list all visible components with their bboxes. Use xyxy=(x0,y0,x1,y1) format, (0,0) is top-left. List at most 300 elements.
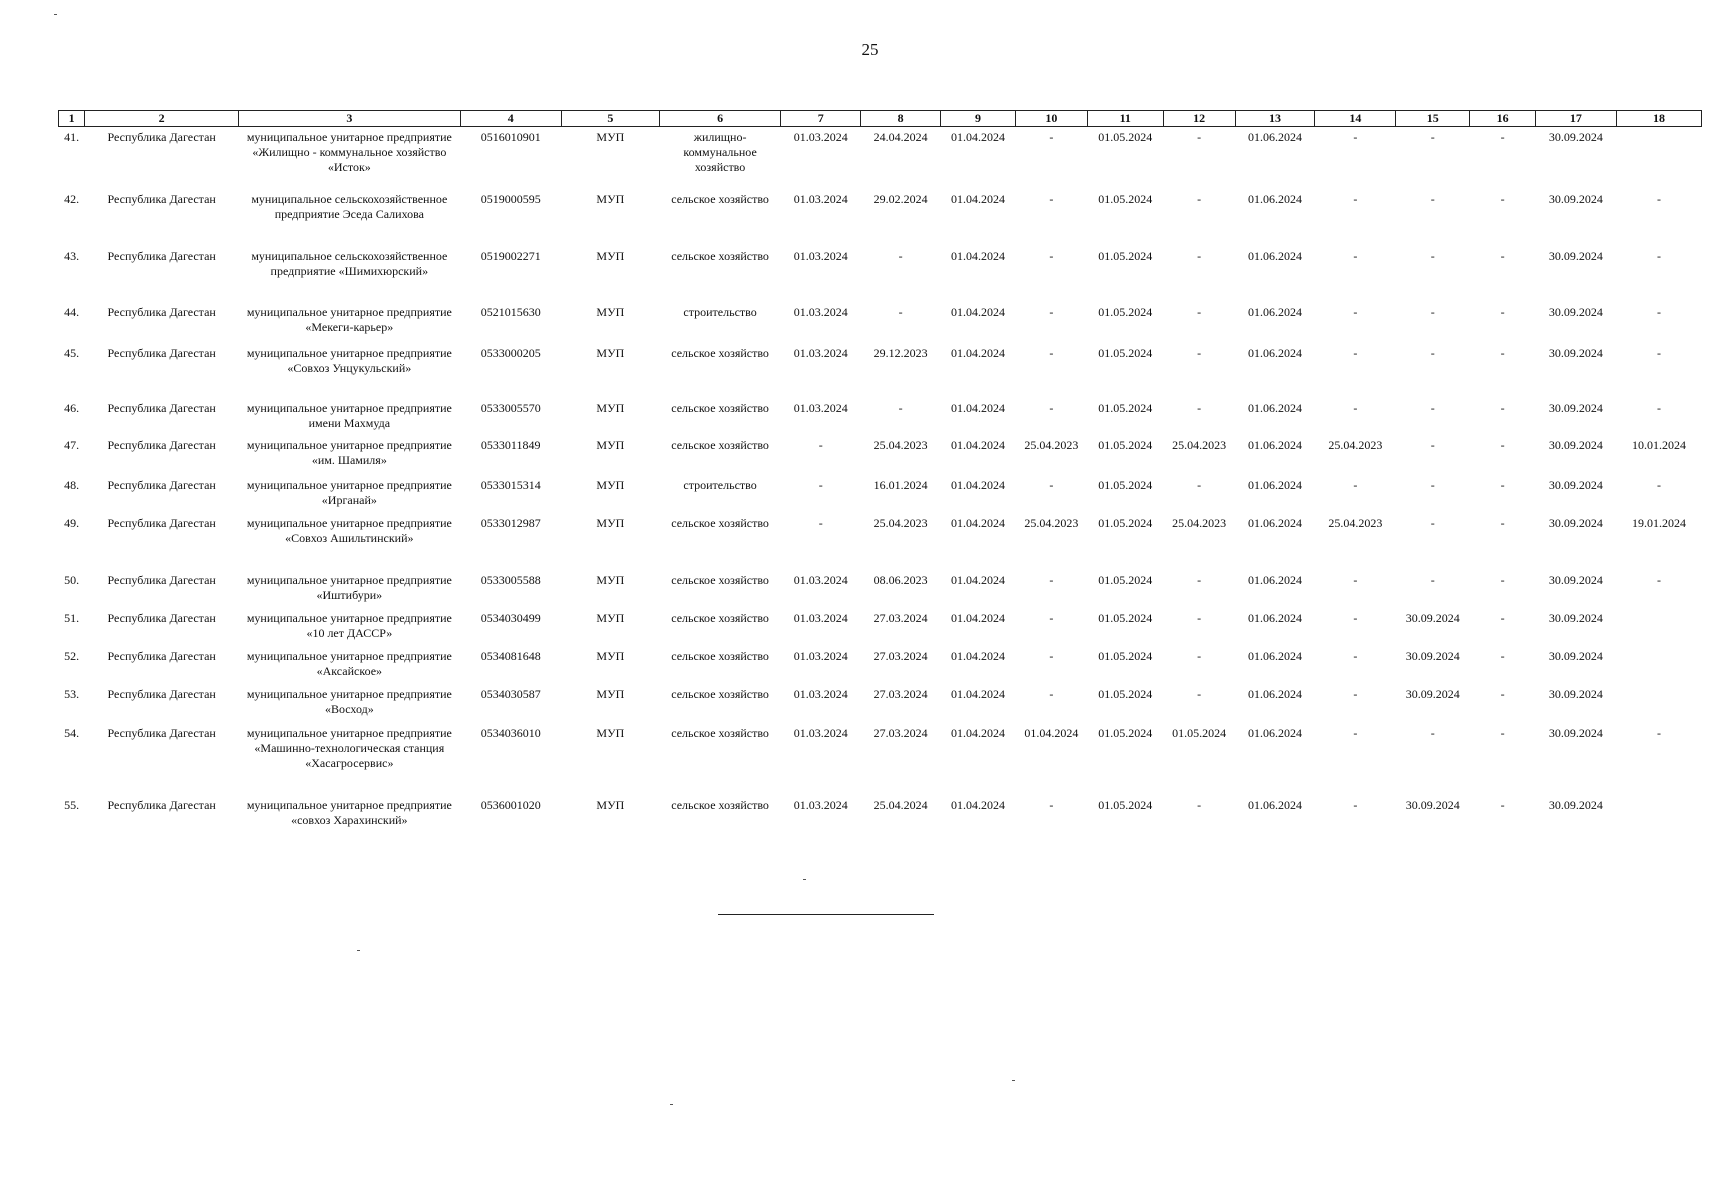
cell-name: муниципальное унитарное предприятие «Совхоз Унцукульский» xyxy=(246,345,452,375)
cell-c12: 01.05.2024 xyxy=(1172,725,1227,740)
cell-c13: 01.06.2024 xyxy=(1247,648,1302,663)
cell-name: муниципальное унитарное предприятие «Ирганай» xyxy=(246,477,452,507)
cell-name: муниципальное унитарное предприятие «Машинно-технологическая станция «Хасагросервис» xyxy=(246,725,452,770)
cell-c11: 01.05.2024 xyxy=(1098,191,1153,206)
cell-c14: - xyxy=(1353,130,1358,144)
cell-num: 45. xyxy=(64,345,80,360)
cell-c8: 24.04.2024 xyxy=(873,130,928,144)
cell-c13: 01.06.2024 xyxy=(1247,725,1302,740)
cell-form: МУП xyxy=(596,610,625,625)
table-row xyxy=(59,127,1702,189)
cell-c13: 01.06.2024 xyxy=(1247,797,1302,812)
cell-c16: - xyxy=(1500,515,1505,530)
cell-c11: 01.05.2024 xyxy=(1098,515,1153,530)
cell-c18 xyxy=(1616,608,1701,646)
cell-c9: 01.04.2024 xyxy=(951,477,1006,492)
column-header-4: 4 xyxy=(460,111,561,127)
cell-inn: 0519002271 xyxy=(480,248,541,263)
cell-c14: - xyxy=(1353,610,1358,625)
cell-c9: 01.04.2024 xyxy=(951,572,1006,587)
cell-c7: 01.03.2024 xyxy=(793,191,848,206)
cell-c16: - xyxy=(1500,610,1505,625)
cell-c8: 27.03.2024 xyxy=(873,686,928,701)
registry-table xyxy=(58,110,1702,841)
cell-c14: - xyxy=(1353,304,1358,319)
cell-num: 55. xyxy=(64,797,80,812)
cell-activity: сельское хозяйство xyxy=(671,797,769,812)
cell-num: 51. xyxy=(64,610,80,625)
cell-c10: - xyxy=(1049,248,1054,263)
cell-c15: - xyxy=(1430,515,1435,530)
cell-c18: - xyxy=(1656,725,1661,740)
cell-c10: - xyxy=(1049,797,1054,812)
cell-region: Республика Дагестан xyxy=(107,725,216,740)
cell-c18 xyxy=(1616,684,1701,723)
cell-region: Республика Дагестан xyxy=(107,610,216,625)
cell-c10: 25.04.2023 xyxy=(1024,437,1079,452)
column-header-13: 13 xyxy=(1235,111,1315,127)
table-row xyxy=(59,189,1702,246)
column-header-7: 7 xyxy=(781,111,861,127)
cell-c13: 01.06.2024 xyxy=(1247,572,1302,587)
table-row xyxy=(59,398,1702,435)
cell-c17: 30.09.2024 xyxy=(1548,572,1603,587)
cell-name: муниципальное унитарное предприятие «Иштибури» xyxy=(246,572,452,602)
scan-speck xyxy=(803,879,806,880)
cell-c14: - xyxy=(1353,248,1358,263)
cell-c11: 01.05.2024 xyxy=(1098,248,1153,263)
cell-c11: 01.05.2024 xyxy=(1098,130,1153,144)
cell-c8: 29.02.2024 xyxy=(873,191,928,206)
cell-c15: - xyxy=(1430,304,1435,319)
cell-num: 41. xyxy=(64,130,80,144)
cell-c12: - xyxy=(1197,477,1202,492)
table-row xyxy=(59,646,1702,684)
cell-c8: 27.03.2024 xyxy=(873,648,928,663)
cell-c14: - xyxy=(1353,686,1358,701)
cell-inn: 0534081648 xyxy=(480,648,541,663)
registry-table-container xyxy=(58,110,1702,841)
cell-c8: - xyxy=(898,248,903,263)
cell-c17: 30.09.2024 xyxy=(1548,345,1603,360)
cell-c10: - xyxy=(1049,610,1054,625)
cell-inn: 0516010901 xyxy=(480,130,541,144)
cell-c7: 01.03.2024 xyxy=(793,572,848,587)
cell-c11: 01.05.2024 xyxy=(1098,725,1153,740)
cell-c9: 01.04.2024 xyxy=(951,400,1006,415)
cell-activity: сельское хозяйство xyxy=(671,648,769,663)
cell-form: МУП xyxy=(596,304,625,319)
cell-num: 47. xyxy=(64,437,80,452)
cell-c15: - xyxy=(1430,725,1435,740)
cell-form: МУП xyxy=(596,248,625,263)
cell-c18: 10.01.2024 xyxy=(1631,437,1686,452)
cell-activity: сельское хозяйство xyxy=(671,400,769,415)
cell-inn: 0533005588 xyxy=(480,572,541,587)
column-header-8: 8 xyxy=(861,111,941,127)
cell-c18: - xyxy=(1656,477,1661,492)
table-row xyxy=(59,302,1702,343)
cell-c9: 01.04.2024 xyxy=(951,648,1006,663)
cell-c16: - xyxy=(1500,572,1505,587)
cell-c12: - xyxy=(1197,304,1202,319)
cell-region: Республика Дагестан xyxy=(107,248,216,263)
cell-c16: - xyxy=(1500,345,1505,360)
cell-c15: - xyxy=(1430,572,1435,587)
cell-c11: 01.05.2024 xyxy=(1098,797,1153,812)
cell-c16: - xyxy=(1500,648,1505,663)
table-row xyxy=(59,475,1702,513)
cell-num: 42. xyxy=(64,191,80,206)
cell-c15: - xyxy=(1430,400,1435,415)
cell-inn: 0521015630 xyxy=(480,304,541,319)
cell-c17: 30.09.2024 xyxy=(1548,515,1603,530)
cell-name: муниципальное унитарное предприятие «Жилищно - коммунальное хозяйство «Исток» xyxy=(246,130,452,174)
cell-region: Республика Дагестан xyxy=(107,345,216,360)
cell-c7: 01.03.2024 xyxy=(793,400,848,415)
cell-c8: 25.04.2024 xyxy=(873,797,928,812)
cell-c10: - xyxy=(1049,130,1054,144)
cell-inn: 0534030587 xyxy=(480,686,541,701)
cell-c9: 01.04.2024 xyxy=(951,686,1006,701)
cell-name: муниципальное унитарное предприятие «Мекеги-карьер» xyxy=(246,304,452,334)
cell-c9: 01.04.2024 xyxy=(951,437,1006,452)
cell-c12: - xyxy=(1197,610,1202,625)
cell-c12: - xyxy=(1197,130,1202,144)
cell-c9: 01.04.2024 xyxy=(951,610,1006,625)
cell-c12: 25.04.2023 xyxy=(1172,437,1227,452)
cell-c9: 01.04.2024 xyxy=(951,345,1006,360)
cell-c10: - xyxy=(1049,345,1054,360)
cell-c16: - xyxy=(1500,304,1505,319)
cell-c13: 01.06.2024 xyxy=(1247,515,1302,530)
cell-region: Республика Дагестан xyxy=(107,400,216,415)
cell-c17: 30.09.2024 xyxy=(1548,610,1603,625)
cell-c11: 01.05.2024 xyxy=(1098,437,1153,452)
cell-c7: - xyxy=(818,437,823,452)
column-header-12: 12 xyxy=(1163,111,1235,127)
table-row xyxy=(59,343,1702,398)
cell-c13: 01.06.2024 xyxy=(1247,477,1302,492)
cell-c8: 27.03.2024 xyxy=(873,725,928,740)
cell-inn: 0533000205 xyxy=(480,345,541,360)
cell-num: 54. xyxy=(64,725,80,740)
cell-c8: 27.03.2024 xyxy=(873,610,928,625)
cell-c14: - xyxy=(1353,345,1358,360)
cell-c12: - xyxy=(1197,686,1202,701)
cell-inn: 0536001020 xyxy=(480,797,541,812)
cell-form: МУП xyxy=(596,648,625,663)
cell-region: Республика Дагестан xyxy=(107,191,216,206)
cell-activity: сельское хозяйство xyxy=(671,437,769,452)
cell-c16: - xyxy=(1500,191,1505,206)
cell-c15: 30.09.2024 xyxy=(1405,797,1460,812)
cell-c13: 01.06.2024 xyxy=(1247,191,1302,206)
cell-c10: 25.04.2023 xyxy=(1024,515,1079,530)
cell-name: муниципальное сельскохозяйственное предприятие Эседа Салихова xyxy=(251,191,448,221)
cell-inn: 0533015314 xyxy=(480,477,541,492)
cell-c14: - xyxy=(1353,797,1358,812)
cell-c8: - xyxy=(898,400,903,415)
cell-form: МУП xyxy=(596,477,625,492)
cell-c18: - xyxy=(1656,345,1661,360)
cell-c18: 19.01.2024 xyxy=(1631,515,1686,530)
cell-c10: 01.04.2024 xyxy=(1024,725,1079,740)
cell-c12: - xyxy=(1197,191,1202,206)
cell-c16: - xyxy=(1500,686,1505,701)
cell-c18: - xyxy=(1656,572,1661,587)
cell-name: муниципальное унитарное предприятие имени Махмуда xyxy=(246,400,452,430)
cell-form: МУП xyxy=(596,572,625,587)
cell-c14: - xyxy=(1353,191,1358,206)
cell-form: МУП xyxy=(596,130,625,144)
cell-c17: 30.09.2024 xyxy=(1548,304,1603,319)
cell-activity: сельское хозяйство xyxy=(671,725,769,740)
table-header-row xyxy=(59,111,1702,127)
cell-c16: - xyxy=(1500,725,1505,740)
cell-c18 xyxy=(1616,646,1701,684)
cell-c12: - xyxy=(1197,572,1202,587)
cell-activity: сельское хозяйство xyxy=(671,345,769,360)
cell-c7: 01.03.2024 xyxy=(793,610,848,625)
cell-c10: - xyxy=(1049,686,1054,701)
cell-c11: 01.05.2024 xyxy=(1098,686,1153,701)
cell-c11: 01.05.2024 xyxy=(1098,400,1153,415)
cell-c12: - xyxy=(1197,345,1202,360)
cell-name: муниципальное унитарное предприятие «Совхоз Ашильтинский» xyxy=(246,515,452,545)
cell-c11: 01.05.2024 xyxy=(1098,610,1153,625)
cell-c11: 01.05.2024 xyxy=(1098,304,1153,319)
cell-c13: 01.06.2024 xyxy=(1247,610,1302,625)
cell-num: 52. xyxy=(64,648,80,663)
cell-c13: 01.06.2024 xyxy=(1247,130,1302,144)
cell-c17: 30.09.2024 xyxy=(1548,130,1603,144)
cell-c8: - xyxy=(898,304,903,319)
cell-c14: - xyxy=(1353,400,1358,415)
cell-c13: 01.06.2024 xyxy=(1247,686,1302,701)
cell-c18 xyxy=(1616,795,1701,841)
cell-num: 48. xyxy=(64,477,80,492)
cell-region: Республика Дагестан xyxy=(107,130,216,144)
table-row xyxy=(59,684,1702,723)
cell-c14: - xyxy=(1353,572,1358,587)
cell-num: 44. xyxy=(64,304,80,319)
cell-activity: строительство xyxy=(683,304,757,319)
cell-c7: 01.03.2024 xyxy=(793,648,848,663)
cell-c7: - xyxy=(818,477,823,492)
cell-form: МУП xyxy=(596,345,625,360)
cell-num: 49. xyxy=(64,515,80,530)
cell-inn: 0519000595 xyxy=(480,191,541,206)
cell-form: МУП xyxy=(596,515,625,530)
scan-speck xyxy=(357,950,360,951)
cell-c16: - xyxy=(1500,477,1505,492)
cell-c12: - xyxy=(1197,400,1202,415)
cell-c12: - xyxy=(1197,248,1202,263)
cell-c14: - xyxy=(1353,648,1358,663)
cell-activity: сельское хозяйство xyxy=(671,515,769,530)
cell-c17: 30.09.2024 xyxy=(1548,400,1603,415)
cell-c17: 30.09.2024 xyxy=(1548,248,1603,263)
cell-c17: 30.09.2024 xyxy=(1548,797,1603,812)
cell-c18: - xyxy=(1656,304,1661,319)
cell-c16: - xyxy=(1500,437,1505,452)
cell-region: Республика Дагестан xyxy=(107,477,216,492)
table-row xyxy=(59,435,1702,475)
cell-c13: 01.06.2024 xyxy=(1247,304,1302,319)
cell-num: 46. xyxy=(64,400,80,415)
cell-c14: 25.04.2023 xyxy=(1328,437,1383,452)
cell-c9: 01.04.2024 xyxy=(951,130,1006,144)
cell-inn: 0534036010 xyxy=(480,725,541,740)
column-header-17: 17 xyxy=(1535,111,1616,127)
cell-c9: 01.04.2024 xyxy=(951,515,1006,530)
cell-c17: 30.09.2024 xyxy=(1548,725,1603,740)
cell-form: МУП xyxy=(596,725,625,740)
cell-activity: строительство xyxy=(683,477,757,492)
table-row xyxy=(59,246,1702,302)
cell-c11: 01.05.2024 xyxy=(1098,648,1153,663)
cell-c7: 01.03.2024 xyxy=(793,248,848,263)
cell-c12: - xyxy=(1197,648,1202,663)
scan-speck xyxy=(1012,1080,1015,1081)
cell-c11: 01.05.2024 xyxy=(1098,477,1153,492)
cell-c17: 30.09.2024 xyxy=(1548,437,1603,452)
cell-inn: 0533012987 xyxy=(480,515,541,530)
cell-name: муниципальное унитарное предприятие «им. Шамиля» xyxy=(246,437,452,467)
column-header-3: 3 xyxy=(239,111,461,127)
cell-c14: - xyxy=(1353,725,1358,740)
cell-num: 53. xyxy=(64,686,80,701)
cell-inn: 0534030499 xyxy=(480,610,541,625)
cell-region: Республика Дагестан xyxy=(107,797,216,812)
cell-c9: 01.04.2024 xyxy=(951,304,1006,319)
cell-c16: - xyxy=(1500,400,1505,415)
cell-c15: 30.09.2024 xyxy=(1405,610,1460,625)
cell-c7: 01.03.2024 xyxy=(793,304,848,319)
column-header-14: 14 xyxy=(1315,111,1396,127)
cell-c13: 01.06.2024 xyxy=(1247,437,1302,452)
cell-c7: 01.03.2024 xyxy=(793,345,848,360)
cell-name: муниципальное унитарное предприятие «10 лет ДАССР» xyxy=(246,610,452,640)
table-row xyxy=(59,608,1702,646)
cell-name: муниципальное унитарное предприятие «Аксайское» xyxy=(246,648,452,678)
footer-rule xyxy=(718,914,934,915)
table-row xyxy=(59,795,1702,841)
cell-form: МУП xyxy=(596,437,625,452)
cell-c17: 30.09.2024 xyxy=(1548,191,1603,206)
cell-region: Республика Дагестан xyxy=(107,648,216,663)
cell-num: 50. xyxy=(64,572,80,587)
cell-c18 xyxy=(1616,127,1701,189)
cell-c15: - xyxy=(1430,248,1435,263)
cell-c16: - xyxy=(1500,130,1505,144)
cell-region: Республика Дагестан xyxy=(107,304,216,319)
cell-activity: сельское хозяйство xyxy=(671,686,769,701)
table-row xyxy=(59,570,1702,608)
cell-c17: 30.09.2024 xyxy=(1548,477,1603,492)
cell-c15: 30.09.2024 xyxy=(1405,648,1460,663)
cell-c7: 01.03.2024 xyxy=(793,725,848,740)
cell-form: МУП xyxy=(596,400,625,415)
cell-activity: сельское хозяйство xyxy=(671,572,769,587)
cell-region: Республика Дагестан xyxy=(107,686,216,701)
cell-c7: 01.03.2024 xyxy=(793,797,848,812)
cell-c15: - xyxy=(1430,130,1435,144)
cell-c10: - xyxy=(1049,648,1054,663)
table-body xyxy=(59,127,1702,841)
cell-c13: 01.06.2024 xyxy=(1247,400,1302,415)
cell-c17: 30.09.2024 xyxy=(1548,686,1603,701)
scan-speck xyxy=(54,14,57,15)
cell-inn: 0533005570 xyxy=(480,400,541,415)
cell-region: Республика Дагестан xyxy=(107,572,216,587)
cell-c8: 29.12.2023 xyxy=(873,345,928,360)
column-header-6: 6 xyxy=(659,111,780,127)
column-header-9: 9 xyxy=(941,111,1016,127)
cell-c14: 25.04.2023 xyxy=(1328,515,1383,530)
cell-form: МУП xyxy=(596,686,625,701)
cell-c18: - xyxy=(1656,248,1661,263)
page-number: 25 xyxy=(861,40,879,59)
column-header-11: 11 xyxy=(1087,111,1163,127)
cell-c10: - xyxy=(1049,191,1054,206)
cell-form: МУП xyxy=(596,191,625,206)
cell-c16: - xyxy=(1500,797,1505,812)
cell-c8: 25.04.2023 xyxy=(873,515,928,530)
cell-c12: - xyxy=(1197,797,1202,812)
cell-activity: сельское хозяйство xyxy=(671,248,769,263)
column-header-16: 16 xyxy=(1470,111,1536,127)
cell-c8: 16.01.2024 xyxy=(873,477,928,492)
cell-c8: 08.06.2023 xyxy=(873,572,928,587)
column-header-5: 5 xyxy=(561,111,659,127)
cell-c10: - xyxy=(1049,400,1054,415)
cell-c18: - xyxy=(1656,191,1661,206)
cell-activity: сельское хозяйство xyxy=(671,191,769,206)
cell-form: МУП xyxy=(596,797,625,812)
cell-c9: 01.04.2024 xyxy=(951,248,1006,263)
cell-c9: 01.04.2024 xyxy=(951,191,1006,206)
table-row xyxy=(59,513,1702,570)
cell-region: Республика Дагестан xyxy=(107,515,216,530)
column-header-15: 15 xyxy=(1396,111,1470,127)
cell-activity: жилищно-коммунальное хозяйство xyxy=(683,130,757,174)
cell-region: Республика Дагестан xyxy=(107,437,216,452)
column-header-2: 2 xyxy=(85,111,239,127)
cell-c13: 01.06.2024 xyxy=(1247,345,1302,360)
cell-c10: - xyxy=(1049,477,1054,492)
cell-c15: - xyxy=(1430,477,1435,492)
cell-c11: 01.05.2024 xyxy=(1098,345,1153,360)
scan-speck xyxy=(670,1104,673,1105)
cell-name: муниципальное унитарное предприятие «Восход» xyxy=(246,686,452,716)
cell-inn: 0533011849 xyxy=(480,437,541,452)
column-header-18: 18 xyxy=(1616,111,1701,127)
table-row xyxy=(59,723,1702,795)
cell-c9: 01.04.2024 xyxy=(951,797,1006,812)
cell-c15: - xyxy=(1430,191,1435,206)
cell-c9: 01.04.2024 xyxy=(951,725,1006,740)
cell-num: 43. xyxy=(64,248,80,263)
cell-c15: - xyxy=(1430,437,1435,452)
cell-c7: 01.03.2024 xyxy=(793,686,848,701)
cell-c13: 01.06.2024 xyxy=(1247,248,1302,263)
cell-c15: 30.09.2024 xyxy=(1405,686,1460,701)
cell-c16: - xyxy=(1500,248,1505,263)
cell-c7: - xyxy=(818,515,823,530)
cell-c8: 25.04.2023 xyxy=(873,437,928,452)
